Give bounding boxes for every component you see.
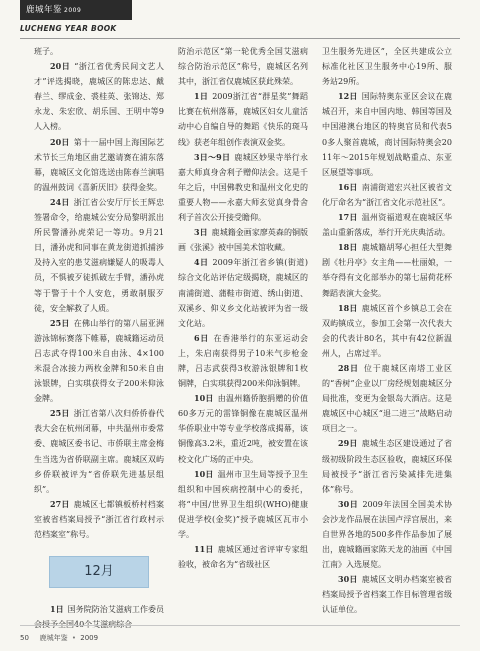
footer-rule [20, 625, 460, 626]
entry-date: 20日 [50, 136, 70, 147]
chronicle-entry [34, 135, 164, 195]
entry-date: 1日 [50, 604, 64, 615]
text-column-3 [322, 44, 452, 618]
chronicle-entry [34, 59, 164, 134]
header-year: 2009 [64, 7, 82, 14]
chronicle-entry [34, 44, 164, 59]
chronicle-entry [322, 572, 452, 617]
entry-text: 第十一届中国上海国际艺术节长三角地区曲艺邀请赛在浦东落幕，鹿城区文化馆选送由陈春兰演唱的温州鼓词《喜新厌旧》获得金奖。 [34, 137, 164, 192]
entry-text: 由温州籍侨胞捐赠的价值60多万元的雷锋铜像在鹿城区温州华侨职业中等专业学校落成揭幕，该铜像高3.2米，重近2吨，被安置在该校文化广场的正中央。 [178, 394, 308, 464]
entry-text: 浙江省公安厅厅长王辉忠签署命令，给鹿城公安分局黎明派出所民警潘孙虎荣记一等功。9月21日，潘孙虎和同事在黄龙街道抓捕涉及持入室的患艾滋病嫌疑人的吸毒人员，不惧被歹徒抓破左手臂，潘孙虎等于警于十个人安危，勇敢制服歹徒，安全解救了人质。 [34, 197, 164, 313]
chronicle-entry [34, 497, 164, 542]
entry-date: 20日 [50, 61, 71, 72]
entry-text: 浙江省第八次归侨侨眷代表大会在杭州闭幕，中共温州市委常委、鹿城区委书记、市侨联主席金梅生当选为省侨联副主席。鹿城区双屿乡侨联被评为“省侨联先进基层组织”。 [34, 409, 164, 494]
chronicle-entry [322, 89, 452, 180]
chronicle-entry [178, 89, 308, 149]
chronicle-entry [178, 331, 308, 391]
chronicle-entry [322, 210, 452, 240]
entry-text: 班子。 [34, 47, 58, 56]
entry-text: 鹿城生态区建设通过了省级初级阶段生态区验收，鹿城区环保局被授予“浙江省污染减排先进集体”称号。 [322, 439, 452, 494]
chronicle-entry [322, 240, 452, 300]
entry-date: 30日 [338, 574, 358, 585]
page-number: 50 [20, 634, 29, 642]
chronicle-entry [34, 195, 164, 316]
entry-date: 25日 [50, 408, 70, 419]
footer-year: 2009 [80, 634, 99, 642]
entry-date: 12日 [338, 91, 358, 102]
entry-date: 6日 [194, 332, 209, 343]
entry-date: 17日 [338, 212, 358, 223]
entry-text: 鹿城区首个乡镇总工会在双屿镇成立，参加工会第一次代表大会的代表计80名，其中有42位新温州人，占席过半。 [322, 303, 452, 358]
chronicle-entry [322, 361, 452, 436]
entry-date: 30日 [338, 498, 359, 509]
entry-text: 国务院防治艾滋病工作委员 [67, 605, 165, 615]
footer-text: 50 鹿城年鉴 • 2009 [20, 634, 99, 642]
entry-text: 鹿城区妙果寺举行永嘉大师真身舍利子赠仰法会。这是千年之后，中国佛教史和温州文化史的重要人物——永嘉大师玄觉真身骨舍利子首次公开接受瞻仰。 [178, 152, 308, 223]
entry-text: “浙江省优秀民间文艺人才”评选揭晓，鹿城区的陈忠达、戴春兰、缪成金、裘桂英、张锦达、郑永龙、朱宏欣、胡乐国、王明中等9人入榜。 [34, 62, 164, 132]
entry-text: 在佛山举行的第八届亚洲游泳锦标赛落下帷幕，鹿城籍运动员吕志武夺得100米自由泳、4×100米混合冰接力两枚金牌和50米自由泳银牌，白实琪获得女子200米仰泳金牌。 [34, 318, 164, 404]
entry-text: 2009年浙江省乡镇(街道)综合文化站评估定级揭晓，鹿城区的南浦街道、蒲鞋市街道、绣山街道、双溪乡、仰义乡文化站被评为省一级文化站。 [178, 258, 308, 328]
month-heading-december: 12月 [49, 556, 149, 588]
chronicle-entry [322, 180, 452, 210]
chronicle-entry [178, 542, 308, 572]
entry-text: 鹿城区七都镇板桥村档案室被省档案局授予“浙江省行政村示范档案室”称号。 [34, 499, 164, 539]
entry-date: 3日 [194, 227, 208, 238]
chronicle-entry [178, 225, 308, 255]
chronicle-entry [178, 255, 308, 330]
running-header [20, 0, 132, 38]
chronicle-entry [178, 150, 308, 225]
entry-date: 27日 [50, 498, 70, 509]
chronicle-entry [178, 467, 308, 542]
entry-date: 24日 [50, 196, 70, 207]
entry-text: 在香港举行的东亚运动会上，朱启南获得男子10米气步枪金牌，吕志武获得3枚游泳银牌和1枚铜牌，白实琪获得200米仰泳铜牌。 [178, 333, 309, 389]
chronicle-entry [34, 316, 164, 407]
header-title: 鹿城年鉴 [26, 5, 63, 15]
entry-text: 南浦街道宏兴社区被省文化厅命名为“浙江省文化示范社区”。 [322, 182, 452, 207]
entry-text: 卫生服务先进区”，全区共建成公立标准化社区卫生服务中心19所、服务站29所。 [322, 47, 452, 87]
entry-date: 10日 [194, 468, 214, 479]
header-title-bar [20, 0, 132, 20]
entry-text: 2009年法国全国美术协会沙龙作品展在法国卢浮宫展出，来自世界各地的500多件作品参加了展出，鹿城籍画家陈天龙的油画《中国江南》入选展览。 [322, 499, 452, 570]
chronicle-entry [178, 391, 308, 466]
chronicle-entry [178, 44, 308, 89]
entry-text: 国际特奥东亚区会议在鹿城召开，来自中国内地、韩国等国及中国港澳台地区的特奥官员和代表50多人聚首鹿城，商讨国际特奥会2011年～2015年规划战略重点、东亚区展望等事项。 [322, 92, 452, 177]
entry-text: 2009浙江省“群星奖”舞蹈比赛在杭州落幕，鹿城区妇女儿童活动中心自编自导的舞蹈《快乐的斑马线》获老年组创作表演双金奖。 [178, 92, 308, 147]
entry-date: 28日 [338, 362, 359, 373]
entry-date: 16日 [338, 181, 358, 192]
entry-date: 18日 [338, 302, 358, 313]
entry-text: 鹿城籍金画家廖英森的铜版画《张溪》被中国美术馆收藏。 [178, 228, 309, 253]
entry-date: 18日 [338, 242, 358, 253]
chronicle-entry [34, 406, 164, 497]
entry-text: 鹿城籍胡琴心担任大型舞剧《牡丹亭》女主角——杜丽娘，一举夺得有文化部举办的第七届荷花杯舞蹈表演大金奖。 [322, 243, 452, 298]
entry-date: 11日 [194, 544, 214, 555]
header-subtitle: LUCHENG YEAR BOOK [20, 24, 117, 33]
entry-date: 1日 [194, 91, 209, 102]
entry-date: 3日～9日 [194, 151, 231, 162]
entry-date: 29日 [338, 438, 358, 449]
entry-text: 鹿城区通过省评审专家组验收，被命名为“省级社区 [178, 545, 308, 570]
entry-text: 温州资福道观在鹿城区华盖山重新落成，举行开光庆典活动。 [322, 213, 452, 238]
entry-text: 温州市卫生局等授予卫生组织和中国疾病控制中心的委托，将“中国/世界卫生组织(WHO)健康促进学校(金奖)”授予鹿城区瓦市小学。 [178, 469, 308, 539]
entry-text: 位于鹿城区南塔工业区的“香树”企业以厂房经规划鹿城区分局批准，变更为金银岛大酒店。这是鹿城区中心城区“退二进三”战略启动项目之一。 [322, 363, 453, 434]
text-column-2 [178, 44, 308, 572]
text-column-1 [34, 44, 164, 632]
entry-date: 4日 [194, 257, 209, 268]
footer-book-title: 鹿城年鉴 [39, 634, 68, 642]
chronicle-entry [322, 44, 452, 89]
header-rule [20, 38, 460, 39]
entry-date: 10日 [194, 393, 214, 404]
chronicle-entry [322, 497, 452, 572]
chronicle-entry [322, 301, 452, 361]
chronicle-entry [322, 436, 452, 496]
entry-date: 25日 [50, 317, 70, 328]
entry-text: 鹿城区文明办档案室被省档案局授予省档案工作目标管理省级认证单位。 [322, 575, 452, 615]
entry-text: 防治示范区“第一轮优秀全国艾滋病综合防治示范区”称号，鹿城区名列其中，浙江省仅鹿城区获此殊荣。 [178, 47, 308, 87]
page-footer [0, 625, 480, 651]
